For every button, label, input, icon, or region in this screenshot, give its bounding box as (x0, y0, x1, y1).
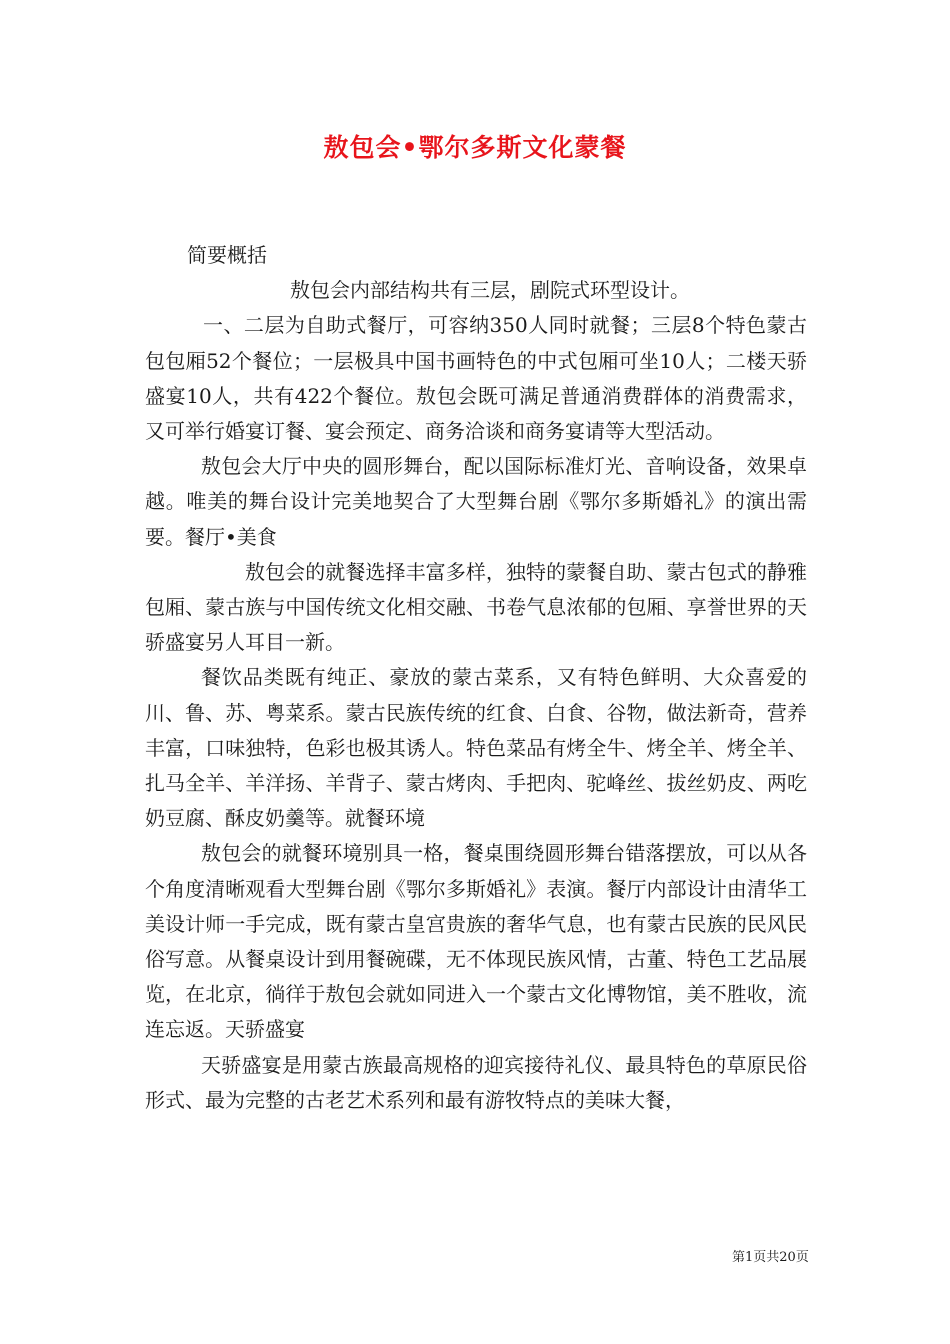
paragraph-intro: 敖包会内部结构共有三层，剧院式环型设计。 (290, 278, 690, 303)
paragraph-summary-heading: 简要概括 (187, 243, 267, 267)
page-number-footer: 第1页共20页 (732, 1250, 809, 1265)
document-body (145, 238, 807, 1118)
paragraph-environment: 敖包会的就餐环境别具一格，餐桌围绕圆形舞台错落摆放，可以从各个角度清晰观看大型舞台剧《鄂尔多斯婚礼》表演。餐厅内部设计由清华工美设计师一手完成，既有蒙古皇宫贵族的奢华气息，也有蒙古民族的民风民俗写意。从餐桌设计到用餐碗碟，无不体现民族风情，古董、特色工艺品展览，在北京，徜徉于敖包会就如同进入一个蒙古文化博物馆，美不胜收，流连忘返。天骄盛宴 (145, 841, 807, 1042)
document-title: 敖包会•鄂尔多斯文化蒙餐 (323, 133, 627, 162)
paragraph-cuisine: 餐饮品类既有纯正、豪放的蒙古菜系，又有特色鲜明、大众喜爱的川、鲁、苏、粤菜系。蒙古民族传统的红食、白食、谷物，做法新奇，营养丰富，口味独特，色彩也极其诱人。特色菜品有烤全牛、烤全羊、烤全羊、扎马全羊、羊洋扬、羊背子、蒙古烤肉、手把肉、驼峰丝、拔丝奶皮、两吃奶豆腐、酥皮奶羹等。就餐环境 (145, 665, 807, 831)
paragraph-stage: 敖包会大厅中央的圆形舞台，配以国际标准灯光、音响设备，效果卓越。唯美的舞台设计完美地契合了大型舞台剧《鄂尔多斯婚礼》的演出需要。餐厅•美食 (145, 454, 807, 549)
paragraph-tianjiao-feast: 天骄盛宴是用蒙古族最高规格的迎宾接待礼仪、最具特色的草原民俗形式、最为完整的古老艺术系列和最有游牧特点的美味大餐， (145, 1052, 807, 1112)
paragraph-floors: 一、二层为自助式餐厅，可容纳350人同时就餐；三层8个特色蒙古包包厢52个餐位；一层极具中国书画特色的中式包厢可坐10人；二楼天骄盛宴10人，共有422个餐位。敖包会既可满足普通消费群体的消费需求，又可举行婚宴订餐、宴会预定、商务洽谈和商务宴请等大型活动。 (145, 313, 807, 444)
paragraph-dining-choice: 敖包会的就餐选择丰富多样，独特的蒙餐自助、蒙古包式的静雅包厢、蒙古族与中国传统文化相交融、书卷气息浓郁的包厢、享誉世界的天骄盛宴另人耳目一新。 (145, 559, 807, 655)
